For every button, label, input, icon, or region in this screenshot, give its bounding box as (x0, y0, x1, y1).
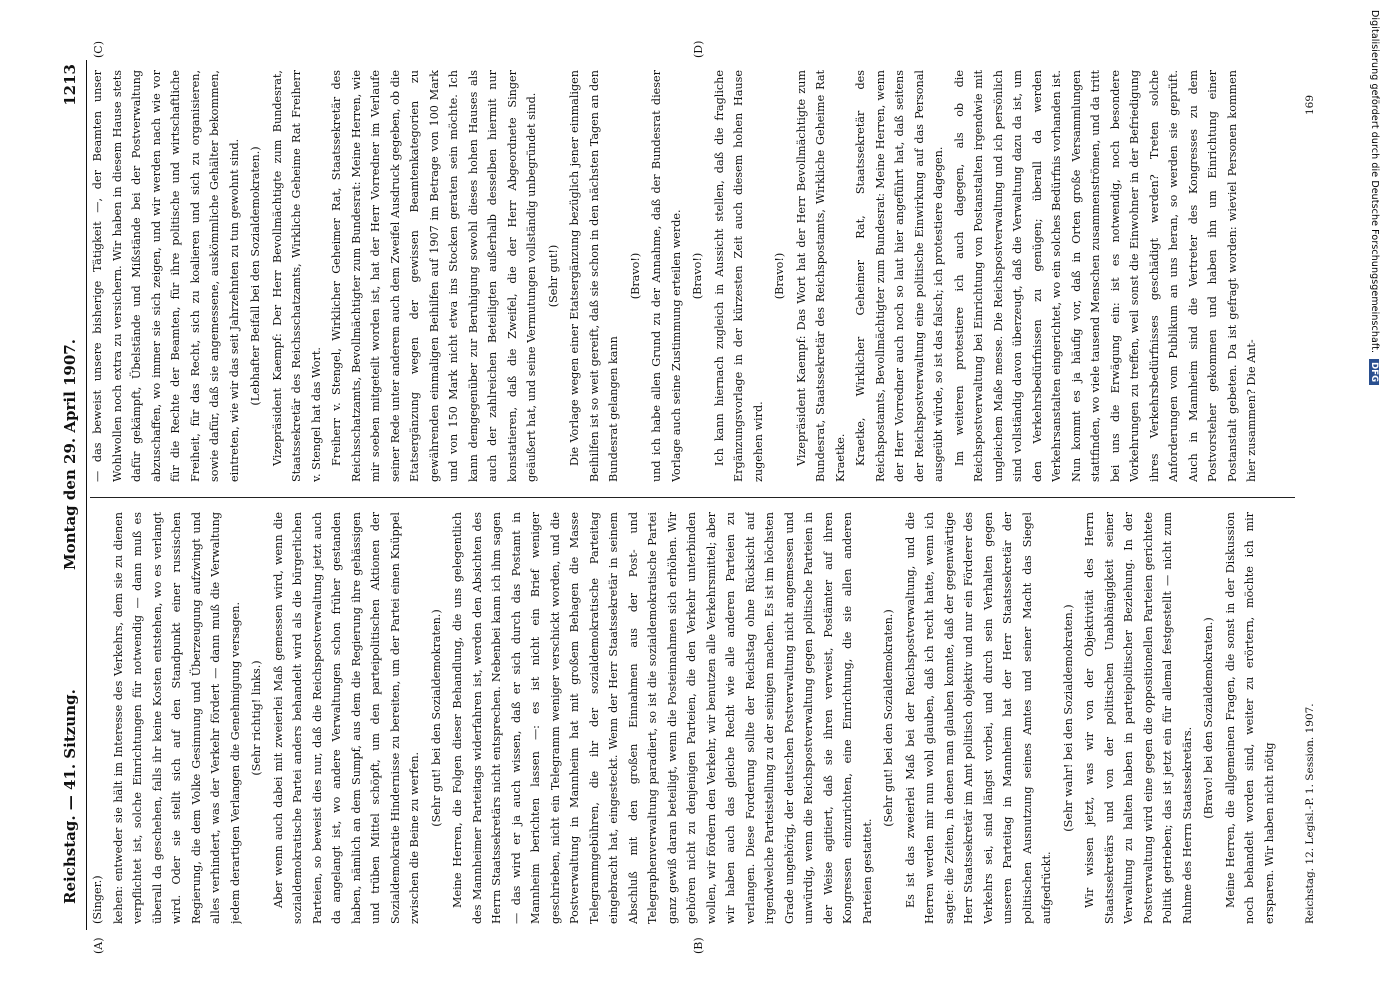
scanned-page (52, 40, 1342, 954)
margin-marker-d: (D) (692, 40, 705, 58)
left-column (88, 512, 1298, 924)
sheet-number: 169 (1304, 94, 1316, 115)
right-column (88, 70, 1298, 482)
paragraph: Freiherr v. Stengel, Wirklicher Geheimer Rat, Staatssekretär des Reichsschatzamts, Bevollmächtigter zum Bundesrat: Meine Herren, wie mir soeben mitgeteilt worden ist, hat der Herr Vorredner im Verlaufe seiner Rede unter anderem auch dem Zweifel Ausdruck gegeben, ob die Etatsergänzung wegen der gewissen Beamtenkategorien zu gewährenden einmaligen Beihilfen auf 1907 im Betrage von 100 Mark und von 150 Mark nicht etwa ins Stocken geraten sein möchte. Ich kann demgegenüber zur Beruhigung sowohl dieses hohen Hauses als auch der zahlreichen Beteiligten außerhalb desselben hiermit nur konstatieren, daß die Zweifel, die der Herr Abgeordnete Singer geäußert hat, und seine Vermutungen vollständig unbegründet sind. (330, 70, 538, 482)
paragraph: Die Vorlage wegen einer Etatsergänzung bezüglich jener einmaligen Beihilfen ist so weit gereift, daß sie schon in den nächsten Tagen an den Bundesrat gelangen kann (568, 70, 620, 482)
paragraph: Kraetke, Wirklicher Geheimer Rat, Staatssekretär des Reichspostamts, Bevollmächtigter zum Bundesrat: Meine Herren, wenn der Herr Vorredner auch noch so laut hier angeführt hat, daß seitens der Reichspostverwaltung eine politische Einwirkung auf das Personal ausgeübt würde, so ist das falsch; ich protestiere dagegen. (854, 70, 945, 482)
header-date: Montag den 29. April 1907. (61, 339, 79, 570)
interjection: (Sehr wahr! bei den Sozialdemokraten.) (1061, 604, 1075, 832)
digitization-text: Digitalisierung gefördert durch die Deutsche Forschungsgemeinschaft. (1369, 10, 1380, 354)
interjection: (Bravo!) (628, 252, 642, 300)
paragraph: — das beweist unsere bisherige Tätigkeit —, der Beamten unser Wohlwollen noch extra zu versichern. Wir haben in diesem Hause stets dafür gekämpft, Übelstände und Mißstände bei der Postverwaltung abzuschaffen, wo immer sie sich zeigen, und wir werden nach wie vor für die Rechte der Beamten, für ihre politische und wirtschaftliche Freiheit, für das Recht, sich zu koalieren und sich zu organisieren, sowie dafür, daß sie angemessene, auskömmliche Gehälter bekommen, eintreten, wie wir das seit Jahrzehnten zu tun gewohnt sind. (91, 70, 241, 482)
page-number: 1213 (61, 64, 79, 106)
column-divider (90, 497, 1295, 498)
paragraph: Meine Herren, die allgemeinen Fragen, die sonst in der Diskussion noch behandelt worden sind, weiter zu erörtern, möchte ich mir ersparen. Wir haben nicht nötig (1223, 512, 1276, 924)
header-left: Reichstag. — 41. Sitzung. (61, 689, 79, 904)
interjection: (Sehr gut!) (546, 244, 560, 308)
paragraph: Ich kann hiernach zugleich in Aussicht stellen, daß die fragliche Ergänzungsvorlage in der kürzesten Zeit auch diesem hohen Hause zugehen wird. (712, 70, 765, 482)
interjection: (Bravo!) (691, 252, 704, 300)
paragraph: Vizepräsident Kaempf: Der Herr Bevollmächtigte zum Bundesrat, Staatssekretär des Reichsschatzamts, Wirkliche Geheime Rat Freiherr v. Stengel hat das Wort. (270, 70, 323, 482)
interjection: (Sehr gut! bei den Sozialdemokraten.) (429, 609, 443, 827)
interjection: (Sehr gut! bei den Sozialdemokraten.) (882, 609, 895, 827)
paragraph: Es ist das zweierlei Maß bei der Reichspostverwaltung, und die Herren werden mir nun wohl glauben, daß ich recht hatte, wenn ich sagte: die Zeiten, in denen man glauben konnte, daß der gegenwärtige Herr Staatssekretär im Amt politisch objektiv und nur ein Förderer des Verkehrs sei, sind längst vorbei, und durch sein Verhalten gegen unseren Parteitag in Mannheim hat der Herr Staatssekretär der politischen Ausnutzung seines Amtes und seiner Macht das Siegel aufgedrückt. (903, 512, 1053, 924)
digitization-note (1368, 10, 1382, 990)
footer-left: Reichstag. 12. Legisl.-P. 1. Session. 1907. (1304, 703, 1316, 924)
paragraph: Vizepräsident Kaempf: Das Wort hat der Herr Bevollmächtigte zum Bundesrat, Staatssekretär des Reichspostamts, Wirkliche Geheime Rat Kraetke. (794, 70, 847, 482)
paragraph: Meine Herren, die Folgen dieser Behandlung, die uns gelegentlich des Mannheimer Parteitags widerfahren ist, werden den Absichten des Herrn Staatssekretärs nicht entsprechen. Nebenbei kann ich ihm sagen — das wird er ja auch wissen, daß er sich durch das Postamt in Mannheim berichten lassen —: es ist nicht ein Brief weniger geschrieben, nicht ein Telegramm weniger verschickt worden, und die Postverwaltung in Mannheim hat mit großem Behagen die Masse Telegrammgebühren, die ihr der sozialdemokratische Parteitag eingebracht hat, eingesteckt. Wenn der Herr Staatssekretär in seinem Abschluß mit den großen Einnahmen aus der Post- und Telegraphenverwaltung paradiert, so ist die sozialdemokratische Partei ganz gewiß daran beteiligt, wenn die Posteinnahmen sich erhöhen. Wir gehören nicht zu denjenigen Parteien, die den Verkehr unterbinden wollen, wir fördern den Verkehr, wir benutzen alle Verkehrsmittel; aber wir haben auch das gleiche Recht wie alle anderen Parteien zu verlangen. Diese Forderung sollte der Reichstag ohne Rücksicht auf irgendwelche Parteistellung zu der seinigen machen. Es ist im höchsten Grade ungehörig, der deutschen Postverwaltung nicht angemessen und unwürdig, wenn die Reichspostverwaltung gegen politische Parteien in der Weise agitiert, daß sie ihren verweist, Postämter auf ihren Kongressen einzurichten, eine Einrichtung, die sie allen anderen Parteien gestattet. (451, 512, 874, 924)
margin-marker-c: (C) (92, 41, 105, 58)
paragraph: Aber wenn auch dabei mit zweierlei Maß gemessen wird, wenn die sozialdemokratische Partei anders behandelt wird als die bürgerlichen Parteien, so beweist dies nur, daß die Reichspostverwaltung jetzt auch da angelangt ist, wo andere Verwaltungen schon früher gestanden haben, nämlich an dem Sumpf, aus dem die Regierung ihre gehässigen und trüben Mittel schöpft, um den parteipolitischen Aktionen der Sozialdemokratie Hindernisse zu bereiten, um der Partei einen Knüppel zwischen die Beine zu werfen. (271, 512, 421, 924)
paragraph: und ich habe allen Grund zu der Annahme, daß der Bundesrat dieser Vorlage auch seine Zustimmung erteilen werde. (650, 70, 683, 482)
interjection: (Bravo!) (773, 252, 786, 300)
paragraph: kehen: entweder sie hält im Interesse des Verkehrs, dem sie zu dienen verpflichtet ist, solche Einrichtungen für notwendig — dann muß es überall da geschehen, falls ihr keine Kosten entstehen, wo es verlangt wird. Oder sie stellt sich auf den Standpunkt einer russischen Regierung, die dem Volke Gesinnung und Überzeugung aufzwingt und alles verhindert, was der Verkehr fördert — dann muß die Verwaltung jedem derartigen Verlangen die Genehmigung versagen. (111, 512, 242, 924)
margin-marker-a: (A) (92, 937, 105, 954)
interjection: (Lebhafter Beifall bei den Sozialdemokraten.) (249, 146, 262, 406)
interjection: (Bravo! bei den Sozialdemokraten.) (1202, 617, 1215, 819)
interjection: (Sehr richtig! links.) (250, 660, 263, 776)
margin-marker-b: (B) (692, 937, 705, 954)
paragraph: Im weiteren protestiere ich auch dagegen, als ob die Reichspostverwaltung bei Einrichtung von Postanstalten irgendwie mit ungleichem Maße messe. Die Reichspostverwaltung und ich persönlich sind vollständig davon überzeugt, daß die Verwaltung dazu da ist, um den Verkehrsbedürfnissen zu genügen; überall da werden Verkehrsanstalten eingerichtet, wo ein solches Bedürfnis vorhanden ist. Nun kommt es ja häufig vor, daß in Orten große Versammlungen stattfinden, wo viele tausend Menschen zusammenströmen, und da tritt bei uns die Erwägung ein: ist es notwendig, noch besondere Vorkehrungen zu treffen, weil sonst die Einwohner in der Befriedigung ihres Verkehrsbedürfnisses geschädigt werden? Treten solche Anforderungen vom Publikum an uns heran, so werden sie geprüft. Auch in Mannheim sind die Vertreter des Kongresses zu dem Postvorsteher gekommen und haben ihn um Einrichtung einer Postanstalt gebeten. Da ist gefragt worden: wieviel Personen kommen hier zusammen? Die Ant- (952, 70, 1258, 482)
paragraph: Wir wissen jetzt, was wir von der Objektivität des Herrn Staatssekretärs und von der politischen Unabhängigkeit seiner Verwaltung zu halten haben in parteipolitischer Beziehung. In der Postverwaltung wird eine gegen die oppositionellen Parteien gerichtete Politik getrieben; das ist jetzt ein für allemal festgestellt — nicht zum Ruhme des Herrn Staatssekretärs. (1083, 512, 1194, 924)
speaker-label: (Singer.) (91, 875, 104, 924)
page-header (52, 60, 87, 930)
dfg-logo: DFG (1369, 359, 1379, 385)
